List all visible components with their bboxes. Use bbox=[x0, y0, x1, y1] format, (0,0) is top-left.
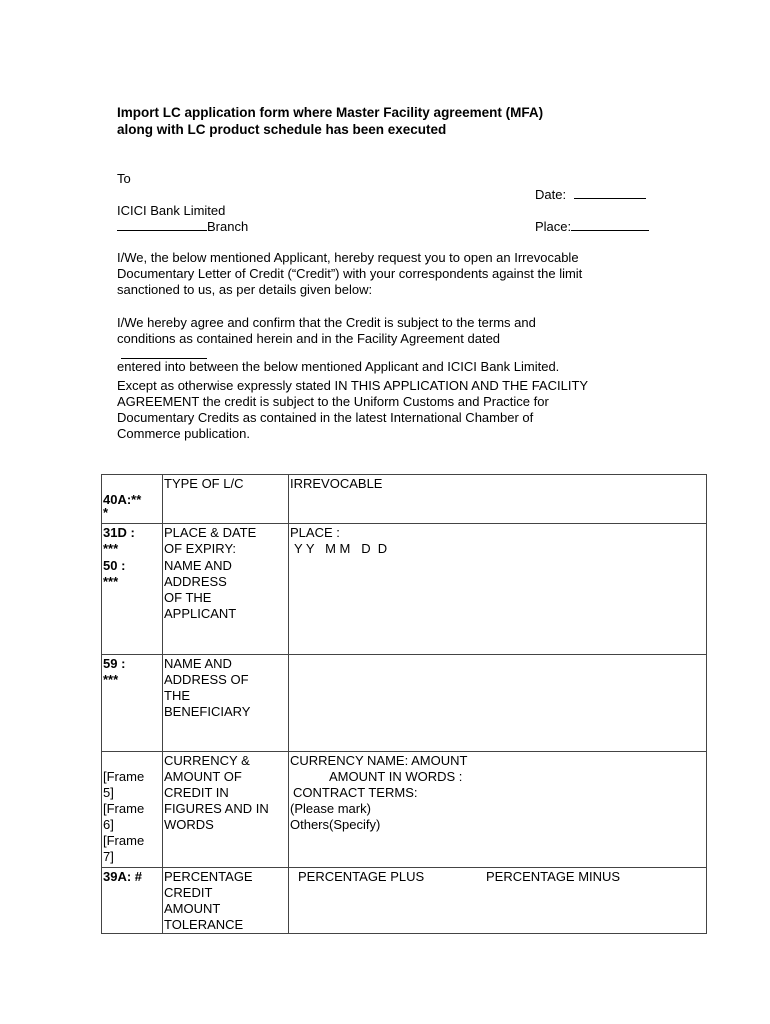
word: OF bbox=[223, 768, 242, 784]
percentage-minus: PERCENTAGE MINUS bbox=[486, 868, 621, 884]
p2-line-2-wrap bbox=[117, 331, 657, 359]
label-cell bbox=[163, 475, 289, 524]
value-cell[interactable] bbox=[289, 475, 707, 524]
date-label: Date: bbox=[535, 187, 567, 202]
tolerance-value-cell[interactable] bbox=[289, 867, 707, 933]
agreement-paragraph bbox=[117, 315, 657, 375]
beneficiary-value-cell[interactable] bbox=[289, 654, 707, 751]
label-cell bbox=[163, 557, 289, 654]
frame-ref: [Frame bbox=[103, 800, 145, 816]
expiry-place: PLACE : bbox=[290, 525, 340, 540]
p3-line-2: AGREEMENT the credit is subject to the Uniform Customs and Practice for bbox=[117, 394, 549, 409]
to-label: To bbox=[117, 171, 131, 186]
branch-field bbox=[117, 219, 248, 235]
tag-50: 50 : bbox=[103, 558, 126, 573]
p3-line-3: Documentary Credits as contained in the latest International Chamber of bbox=[117, 410, 534, 425]
frame-ref: [Frame bbox=[103, 768, 145, 784]
word: & bbox=[210, 525, 219, 540]
table-row-beneficiary bbox=[102, 654, 707, 751]
word: DATE bbox=[222, 525, 257, 540]
tag-31d: 31D : bbox=[103, 525, 135, 540]
table-row-currency-amount bbox=[102, 751, 707, 867]
please-mark: (Please mark) bbox=[290, 800, 371, 816]
bank-name: ICICI Bank Limited bbox=[117, 203, 226, 218]
word: OF bbox=[164, 590, 183, 605]
others-specify: Others(Specify) bbox=[290, 816, 381, 832]
tag-cell bbox=[102, 524, 163, 558]
p1-line-1: I/We, the below mentioned Applicant, hereby request you to open an Irrevocable bbox=[117, 250, 579, 265]
word: THE bbox=[185, 590, 212, 605]
word: ADDRESS bbox=[164, 671, 227, 687]
p1-line-2: Documentary Letter of Credit (“Credit”) with your correspondents against the limit bbox=[117, 266, 583, 281]
place-field bbox=[535, 219, 649, 235]
tag-cell bbox=[102, 867, 163, 933]
contract-terms: CONTRACT TERMS: bbox=[293, 784, 418, 800]
tag-31d-suffix: *** bbox=[103, 541, 119, 556]
beneficiary-label-line-4: BENEFICIARY bbox=[164, 703, 251, 719]
applicant-label-line-1 bbox=[164, 558, 287, 574]
p1-line-3: sanctioned to us, as per details given below: bbox=[117, 282, 373, 297]
currency-name-amount: CURRENCY NAME: AMOUNT bbox=[290, 752, 468, 768]
applicant-label-line-2: ADDRESS bbox=[164, 574, 227, 589]
table-row-applicant bbox=[102, 557, 707, 654]
title-line-1: Import LC application form where Master Facility agreement (MFA) bbox=[117, 105, 544, 120]
percentage-plus: PERCENTAGE PLUS bbox=[298, 868, 425, 884]
tolerance-values bbox=[290, 869, 705, 885]
applicant-label-line-3 bbox=[164, 590, 287, 606]
tag-40a: 40A:** bbox=[103, 492, 142, 507]
tag-59-suffix: *** bbox=[103, 671, 119, 687]
word: PLACE bbox=[164, 525, 207, 540]
tag-40a-suffix: * bbox=[103, 505, 109, 520]
word: AMOUNT bbox=[164, 768, 221, 784]
expiry-label-line-2: OF EXPIRY: bbox=[164, 541, 237, 556]
label-cell bbox=[163, 654, 289, 751]
p2-line-2: conditions as contained herein and in the Facility Agreement dated bbox=[117, 331, 501, 346]
request-paragraph bbox=[117, 250, 657, 298]
title-line-2: along with LC product schedule has been executed bbox=[117, 122, 447, 137]
currency-label-line-4: FIGURES AND IN bbox=[164, 800, 269, 816]
date-blank[interactable] bbox=[574, 187, 646, 199]
currency-label-line-1 bbox=[164, 753, 287, 769]
beneficiary-label-line-3: THE bbox=[164, 687, 190, 703]
word: NAME bbox=[164, 558, 202, 573]
place-blank[interactable] bbox=[571, 219, 649, 231]
tag-59: 59 : bbox=[103, 655, 126, 671]
value-cell[interactable] bbox=[289, 524, 707, 558]
word: CURRENCY bbox=[164, 752, 238, 768]
label-cell bbox=[163, 751, 289, 867]
tag-50-suffix: *** bbox=[103, 574, 119, 589]
currency-label-line-3 bbox=[164, 785, 287, 801]
tag-cell bbox=[102, 557, 163, 654]
type-of-lc-value: IRREVOCABLE bbox=[290, 476, 383, 491]
beneficiary-label-line-1 bbox=[164, 656, 287, 672]
applicant-value-cell[interactable] bbox=[289, 557, 707, 654]
word: & bbox=[241, 752, 250, 768]
place-label: Place: bbox=[535, 219, 572, 234]
frame-ref: [Frame bbox=[103, 832, 145, 848]
facility-date-blank[interactable] bbox=[121, 347, 207, 359]
tag-cell bbox=[102, 654, 163, 751]
amount-in-words: AMOUNT IN WORDS : bbox=[329, 768, 463, 784]
table-row-expiry bbox=[102, 524, 707, 558]
label-cell bbox=[163, 524, 289, 558]
branch-blank[interactable] bbox=[117, 219, 207, 231]
branch-label: Branch bbox=[207, 219, 249, 234]
tolerance-label-line-4: TOLERANCE bbox=[164, 916, 244, 932]
currency-label-line-2 bbox=[164, 769, 287, 785]
p3-line-4: Commerce publication. bbox=[117, 426, 250, 441]
p2-line-1: I/We hereby agree and confirm that the Credit is subject to the terms and bbox=[117, 315, 536, 330]
word: NAME bbox=[164, 655, 202, 671]
form-title bbox=[117, 104, 657, 138]
currency-value-cell[interactable] bbox=[289, 751, 707, 867]
date-field bbox=[535, 187, 646, 203]
tag-cell bbox=[102, 475, 163, 524]
frame-ref: 7] bbox=[103, 848, 114, 864]
frame-ref: 6] bbox=[103, 816, 114, 832]
expiry-date-format: Y Y M M D D bbox=[294, 541, 388, 556]
label-cell bbox=[163, 867, 289, 933]
applicant-label-line-4: APPLICANT bbox=[164, 606, 237, 621]
currency-label-line-5: WORDS bbox=[164, 816, 214, 832]
table-row-tolerance bbox=[102, 867, 707, 933]
tolerance-label-line-2: CREDIT bbox=[164, 884, 213, 900]
tolerance-label-line-1: PERCENTAGE bbox=[164, 868, 253, 884]
p2-line-3: entered into between the below mentioned Applicant and ICICI Bank Limited. bbox=[117, 359, 560, 374]
tolerance-label-line-3: AMOUNT bbox=[164, 900, 221, 916]
beneficiary-label-line-2 bbox=[164, 672, 287, 688]
p3-line-1: Except as otherwise expressly stated IN THIS APPLICATION AND THE FACILITY bbox=[117, 378, 589, 393]
ucp-paragraph bbox=[117, 378, 657, 442]
word: AND bbox=[204, 655, 232, 671]
word: OF bbox=[230, 671, 249, 687]
frame-ref: 5] bbox=[103, 784, 114, 800]
table-row-type-of-lc bbox=[102, 475, 707, 524]
lc-details-table bbox=[101, 474, 707, 934]
word: IN bbox=[215, 784, 229, 800]
frame-cell bbox=[102, 751, 163, 867]
type-of-lc-label: TYPE OF L/C bbox=[164, 476, 244, 491]
expiry-label-line-1 bbox=[164, 525, 287, 541]
word: AND bbox=[204, 558, 232, 573]
tag-39a: 39A: # bbox=[103, 868, 143, 884]
word: CREDIT bbox=[164, 784, 213, 800]
